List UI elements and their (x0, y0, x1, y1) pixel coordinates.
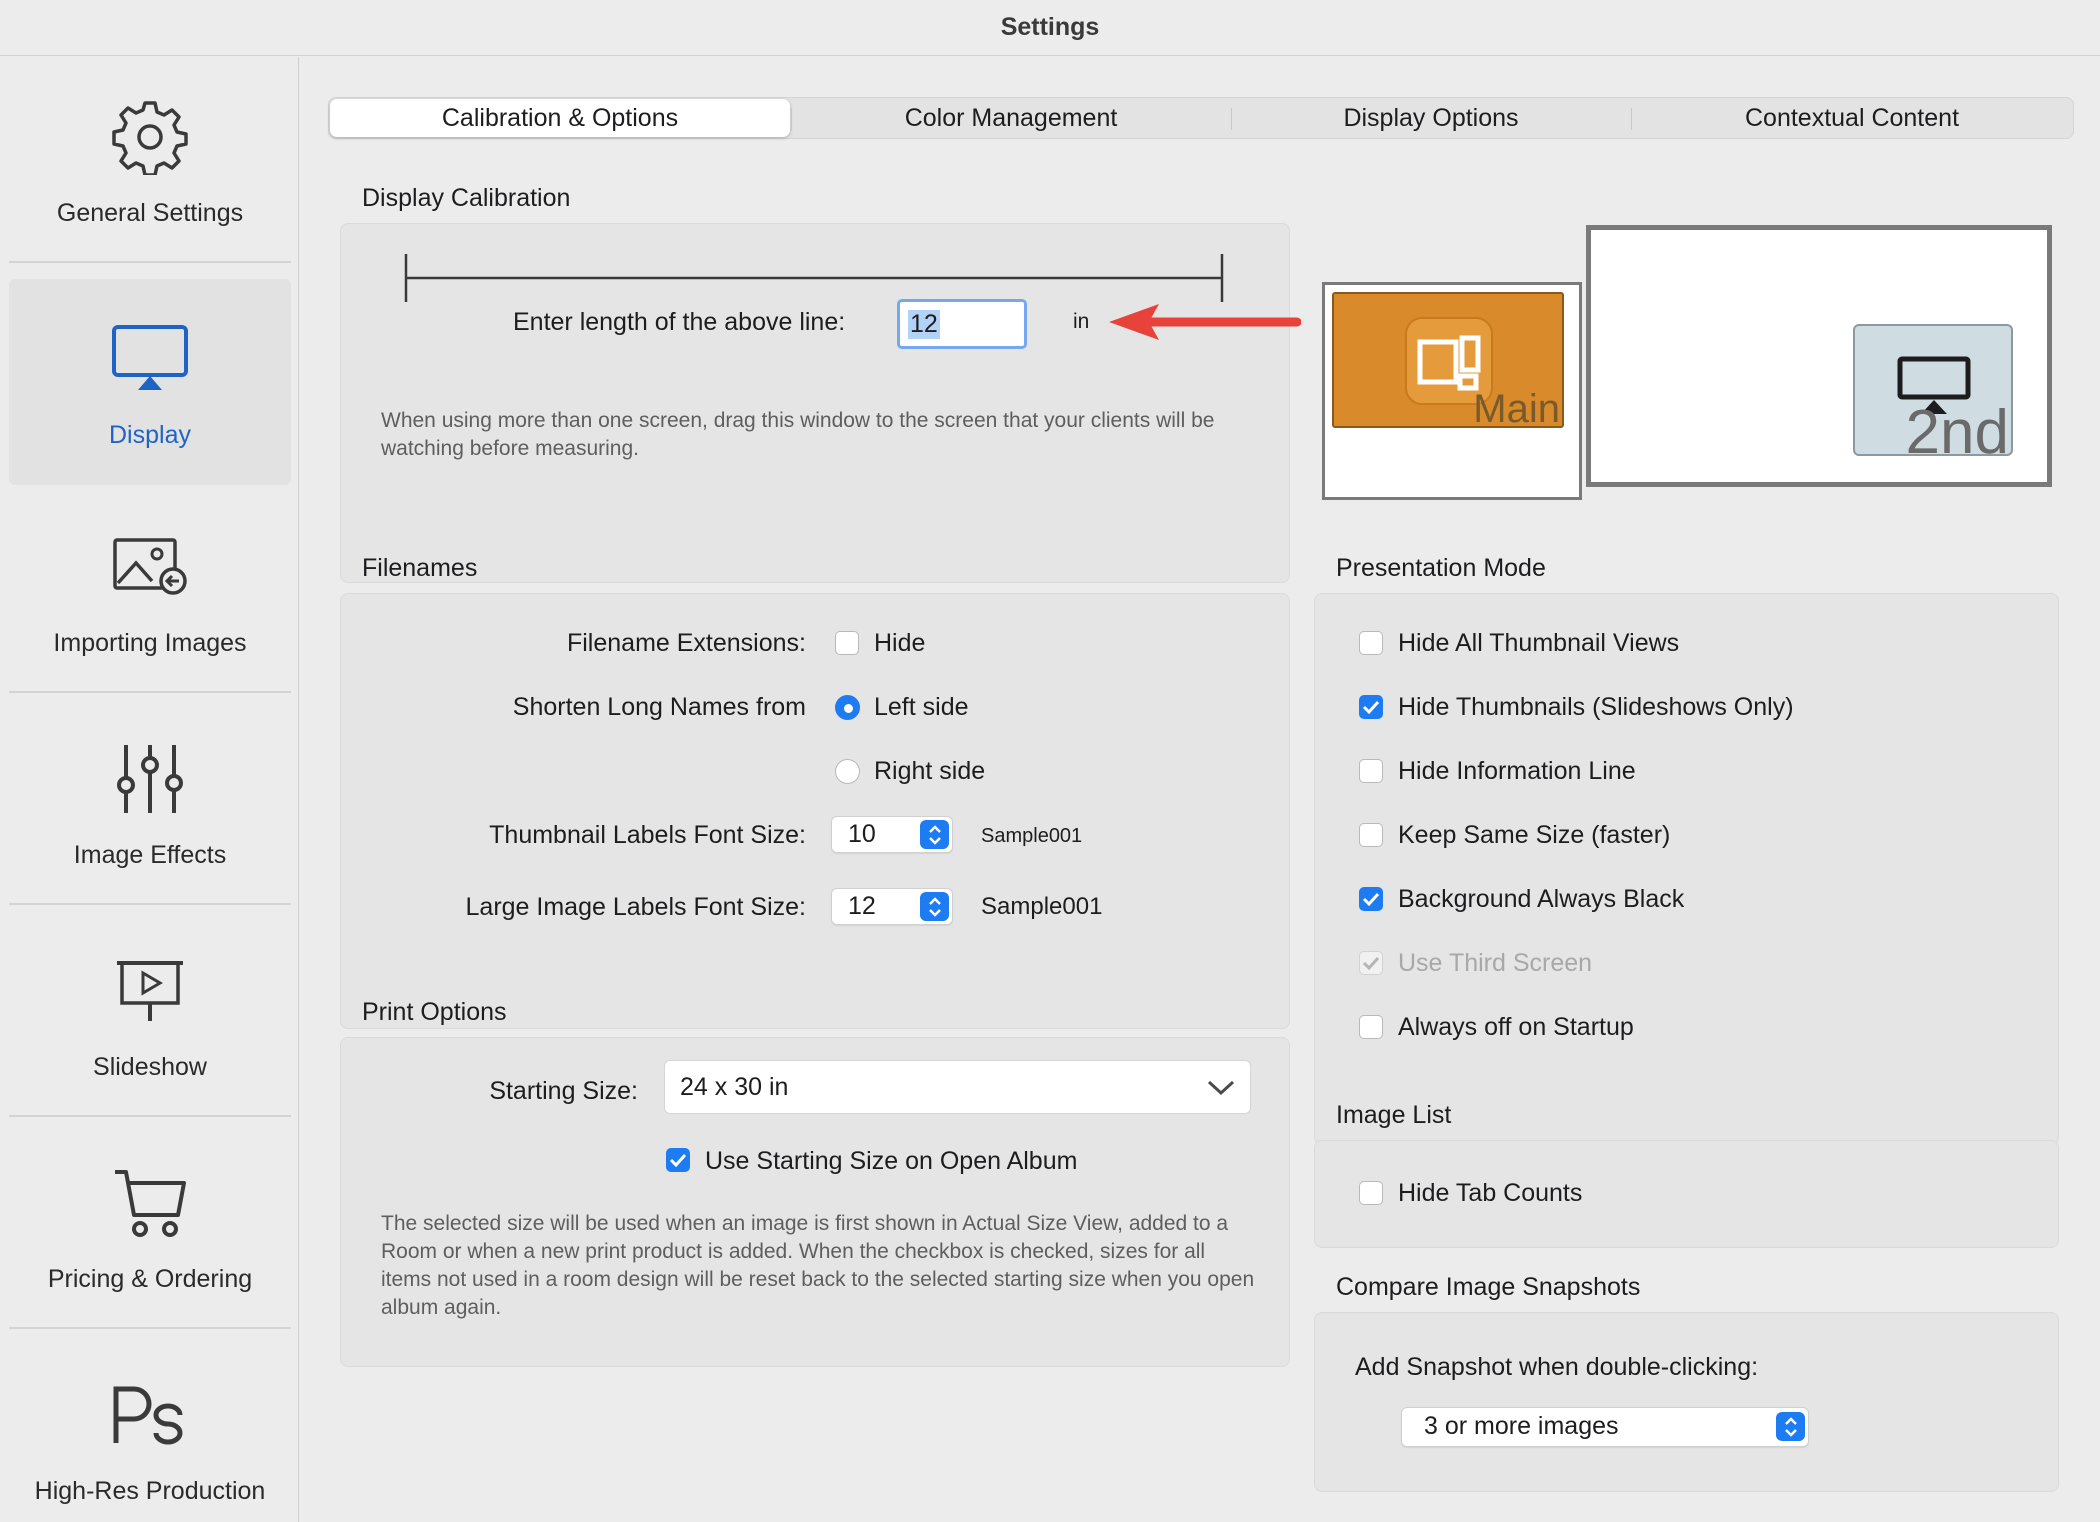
hide-information-line-checkbox[interactable] (1359, 759, 1383, 783)
settings-sidebar (0, 57, 299, 1522)
sidebar-item-slideshow[interactable] (9, 911, 291, 1117)
cart-icon (100, 1153, 200, 1253)
main-screen-diagram[interactable] (1322, 282, 1582, 500)
use-starting-size-label: Use Starting Size on Open Album (705, 1147, 1078, 1175)
sidebar-item-pricing-ordering[interactable] (9, 1123, 291, 1329)
sidebar-item-importing-images[interactable] (9, 487, 291, 693)
hide-extensions-checkbox[interactable] (835, 631, 859, 655)
shorten-names-label: Shorten Long Names from (512, 693, 806, 721)
stepper-arrows-icon (1776, 1412, 1805, 1441)
sidebar-item-label: Image Effects (73, 841, 227, 869)
use-third-screen-label: Use Third Screen (1398, 949, 1593, 977)
thumbnail-font-sample: Sample001 (981, 825, 1083, 847)
thumbnail-font-size-stepper[interactable] (831, 816, 953, 853)
starting-size-dropdown[interactable] (664, 1060, 1251, 1114)
stepper-arrows-icon (920, 892, 949, 921)
calibration-length-input[interactable] (897, 299, 1027, 349)
print-options-title: Print Options (362, 998, 507, 1026)
starting-size-value: 24 x 30 in (680, 1073, 789, 1101)
use-starting-size-checkbox[interactable] (666, 1148, 690, 1172)
always-off-on-startup-label: Always off on Startup (1398, 1013, 1634, 1041)
left-side-radio[interactable] (835, 695, 860, 720)
hide-tab-counts-label: Hide Tab Counts (1398, 1179, 1583, 1207)
calibration-unit: in (1073, 310, 1090, 333)
background-always-black-label: Background Always Black (1398, 885, 1685, 913)
large-image-font-size-stepper[interactable] (831, 888, 953, 925)
sidebar-item-label: Slideshow (93, 1053, 207, 1081)
keep-same-size-label: Keep Same Size (faster) (1398, 821, 1671, 849)
hide-tab-counts-checkbox[interactable] (1359, 1181, 1383, 1205)
presentation-mode-title: Presentation Mode (1336, 554, 1546, 582)
image-list-panel (1314, 1140, 2059, 1248)
background-always-black-checkbox[interactable] (1359, 887, 1383, 911)
calibration-line (404, 254, 1224, 304)
hide-thumbnails-slideshows-label: Hide Thumbnails (Slideshows Only) (1398, 693, 1794, 721)
right-side-radio[interactable] (835, 759, 860, 784)
tab-calibration-options[interactable]: Calibration & Options (330, 99, 790, 137)
sidebar-item-label: Pricing & Ordering (47, 1265, 253, 1293)
sidebar-item-label: High-Res Production (34, 1477, 266, 1505)
import-image-icon (100, 517, 200, 617)
gear-icon (100, 87, 200, 187)
tab-color-management[interactable]: Color Management (791, 98, 1231, 138)
calibration-note: When using more than one screen, drag this window to the screen that your clients will be watching before measuring. (381, 409, 1215, 460)
presentation-play-icon (100, 941, 200, 1041)
main-screen-label: Main (1473, 387, 1560, 428)
sidebar-item-image-effects[interactable] (9, 699, 291, 905)
arrow-annotation-icon (1101, 302, 1301, 342)
display-calibration-title: Display Calibration (362, 184, 571, 212)
monitor-icon (100, 309, 200, 409)
second-screen (1853, 324, 2013, 467)
sidebar-item-display[interactable] (9, 279, 291, 485)
keep-same-size-checkbox[interactable] (1359, 823, 1383, 847)
photoshop-icon (100, 1365, 200, 1465)
sidebar-item-high-res-production[interactable] (9, 1335, 291, 1522)
filenames-panel (340, 593, 1290, 1029)
snapshot-trigger-value: 3 or more images (1424, 1412, 1619, 1440)
snapshot-trigger-select[interactable] (1401, 1407, 1809, 1447)
hide-extensions-label: Hide (874, 629, 926, 657)
filename-extensions-label: Filename Extensions: (566, 629, 806, 657)
stepper-arrows-icon (920, 820, 949, 849)
sidebar-item-label: Importing Images (53, 629, 247, 657)
right-side-label: Right side (874, 757, 986, 785)
sidebar-item-general-settings[interactable] (9, 57, 291, 263)
filenames-title: Filenames (362, 554, 478, 582)
large-image-font-size-value: 12 (848, 892, 876, 920)
left-side-label: Left side (874, 693, 969, 721)
add-snapshot-label: Add Snapshot when double-clicking: (1355, 1353, 1759, 1381)
main-screen (1332, 292, 1564, 428)
compare-snapshots-panel (1314, 1312, 2059, 1492)
thumbnail-font-size-value: 10 (848, 820, 876, 848)
sidebar-item-label: General Settings (56, 199, 244, 227)
print-options-note: The selected size will be used when an image is first shown in Actual Size View, added to a Room or when a new print product is added. When the checkbox is checked, sizes for all items not used in a room design will be reset back to the selected starting size when you open album again. (381, 1212, 1255, 1319)
image-list-title: Image List (1336, 1101, 1452, 1129)
compare-snapshots-title: Compare Image Snapshots (1336, 1273, 1641, 1301)
calibration-length-label: Enter length of the above line: (513, 308, 846, 336)
tab-display-options[interactable]: Display Options (1231, 98, 1631, 138)
tab-contextual-content[interactable]: Contextual Content (1631, 98, 2073, 138)
chevron-down-icon (1206, 1079, 1236, 1097)
hide-all-thumbnail-views-label: Hide All Thumbnail Views (1398, 629, 1680, 657)
calibration-panel (340, 223, 1290, 583)
window-title: Settings (0, 0, 2100, 56)
thumbnail-font-size-label: Thumbnail Labels Font Size: (489, 821, 806, 849)
hide-all-thumbnail-views-checkbox[interactable] (1359, 631, 1383, 655)
second-screen-diagram[interactable] (1586, 225, 2052, 487)
second-screen-label: 2nd (1905, 398, 2009, 467)
always-off-on-startup-checkbox[interactable] (1359, 1015, 1383, 1039)
hide-information-line-label: Hide Information Line (1398, 757, 1636, 785)
tab-bar (328, 97, 2074, 139)
print-options-panel (340, 1037, 1290, 1367)
large-image-font-size-label: Large Image Labels Font Size: (465, 893, 806, 921)
starting-size-label: Starting Size: (489, 1077, 638, 1105)
large-image-font-sample: Sample001 (981, 893, 1103, 920)
calibration-length-value: 12 (910, 310, 938, 338)
sliders-icon (100, 729, 200, 829)
settings-content (300, 57, 2100, 1522)
presentation-mode-panel (1314, 593, 2059, 1145)
use-third-screen-checkbox[interactable] (1359, 951, 1383, 975)
hide-thumbnails-slideshows-checkbox[interactable] (1359, 695, 1383, 719)
sidebar-item-label: Display (109, 421, 191, 449)
